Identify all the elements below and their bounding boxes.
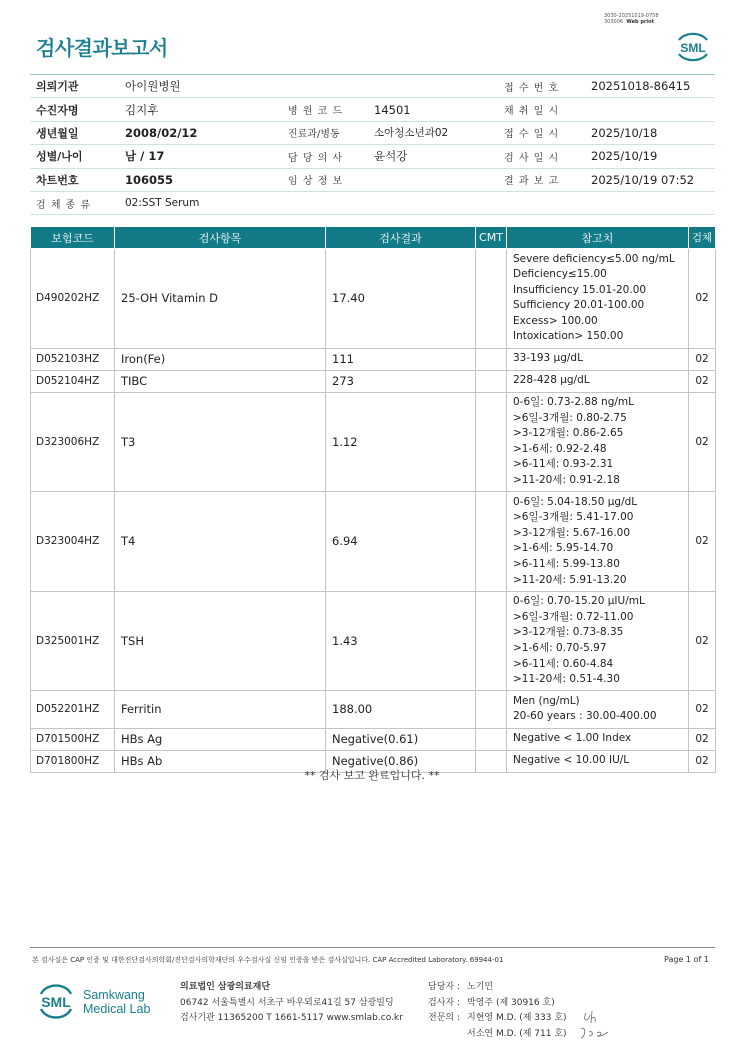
footer-sml-logo <box>36 980 76 1020</box>
sml-logo <box>673 28 713 64</box>
header-specimen: 검체 <box>689 227 716 249</box>
result-cmt <box>476 249 507 349</box>
receipt-date-value: 2025/10/18 <box>585 121 715 144</box>
result-cmt <box>476 691 507 728</box>
result-specimen: 02 <box>689 691 716 728</box>
dept-value: 소아청소년과02 <box>368 121 498 144</box>
result-reference <box>507 492 689 592</box>
doctor-label: 담 당 의 사 <box>282 145 368 168</box>
info-row <box>30 168 715 191</box>
result-value: 111 <box>326 348 476 370</box>
reference-line: 0-6일: 0.70-15.20 µIU/mL <box>513 595 645 608</box>
patient-value: 김지후 <box>119 98 282 121</box>
chart-value: 106055 <box>119 168 282 191</box>
info-row <box>30 121 715 144</box>
result-item: T4 <box>115 492 326 592</box>
result-item: T3 <box>115 392 326 492</box>
reference-line: >6일-3개월: 0.80-2.75 <box>513 411 627 424</box>
collect-date-value <box>585 98 715 121</box>
results-body <box>31 249 716 773</box>
header-code: 보험코드 <box>31 227 115 249</box>
organization-address: 06742 서울특별시 서초구 바우뫼로41길 57 삼광빌딩 <box>180 997 394 1008</box>
receipt-no-value: 20251018-86415 <box>585 75 715 98</box>
test-date-label: 검 사 일 시 <box>498 145 585 168</box>
staff-name: 지현영 M.D. (제 333 호) <box>467 1013 567 1024</box>
result-specimen: 02 <box>689 591 716 691</box>
web-print-label: Web print <box>626 19 655 25</box>
reference-line: >6-11세: 0.93-2.31 <box>513 458 614 471</box>
reference-line: Excess> 100.00 <box>513 314 598 327</box>
birth-label: 생년월일 <box>30 121 119 144</box>
birth-value: 2008/02/12 <box>119 121 282 144</box>
result-reference <box>507 392 689 492</box>
result-code: D052201HZ <box>31 691 115 728</box>
reference-line: 228-428 µg/dL <box>513 374 590 387</box>
sml-logo-text: SML <box>680 41 706 55</box>
receipt-no-label: 접 수 번 호 <box>498 75 585 98</box>
result-item: TSH <box>115 591 326 691</box>
report-complete-note: ** 검사 보고 완료입니다. ** <box>304 769 440 782</box>
document-code-line2: 303006 <box>604 19 624 25</box>
reference-line: >6일-3개월: 5.41-17.00 <box>513 511 634 524</box>
staff-name: 노기민 <box>467 982 494 992</box>
brand-line2: Medical Lab <box>83 1002 151 1016</box>
reference-line: >6일-3개월: 0.72-11.00 <box>513 610 634 623</box>
result-code: D052104HZ <box>31 370 115 392</box>
result-value: 1.12 <box>326 392 476 492</box>
result-row <box>31 728 716 750</box>
info-row <box>30 191 715 214</box>
organization-info <box>180 980 403 1027</box>
reference-line: Intoxication> 150.00 <box>513 330 624 343</box>
reference-line: 0-6일: 0.73-2.88 ng/mL <box>513 396 634 409</box>
result-code: D052103HZ <box>31 348 115 370</box>
reference-line: Insufficiency 15.01-20.00 <box>513 283 647 296</box>
result-row <box>31 691 716 728</box>
report-date-value: 2025/10/19 07:52 <box>585 168 715 191</box>
organization-contact: 검사기관 11365200 T 1661-5117 www.smlab.co.kr <box>180 1013 403 1024</box>
reference-line: Negative < 10.00 IU/L <box>513 754 630 767</box>
result-specimen: 02 <box>689 492 716 592</box>
result-specimen: 02 <box>689 728 716 750</box>
result-cmt <box>476 348 507 370</box>
staff-row <box>428 996 567 1012</box>
result-item: 25-OH Vitamin D <box>115 249 326 349</box>
clinical-label: 임 상 정 보 <box>282 168 368 191</box>
hospital-code-label: 병 원 코 드 <box>282 98 368 121</box>
reference-line: >6-11세: 5.99-13.80 <box>513 558 620 571</box>
specimen-label: 검 체 종 류 <box>30 191 119 214</box>
test-date-value: 2025/10/19 <box>585 145 715 168</box>
page-title: 검사결과보고서 <box>36 36 168 60</box>
result-value: Negative(0.61) <box>326 728 476 750</box>
result-row <box>31 348 716 370</box>
report-date-label: 결 과 보 고 <box>498 168 585 191</box>
result-value: 273 <box>326 370 476 392</box>
result-code: D701800HZ <box>31 750 115 772</box>
specimen-value: 02:SST Serum <box>119 191 715 214</box>
reference-line: Severe deficiency≤5.00 ng/mL <box>513 252 675 265</box>
result-item: TIBC <box>115 370 326 392</box>
result-value: 1.43 <box>326 591 476 691</box>
header-ref: 참고치 <box>507 227 689 249</box>
reference-line: 20-60 years : 30.00-400.00 <box>513 710 657 723</box>
document-code-line1: 3030-20251019-0758 <box>604 13 659 19</box>
staff-row <box>428 1011 567 1027</box>
chart-label: 차트번호 <box>30 168 119 191</box>
results-header-row <box>31 227 716 249</box>
result-cmt <box>476 492 507 592</box>
result-value: 188.00 <box>326 691 476 728</box>
result-value: Negative(0.86) <box>326 750 476 772</box>
staff-name: 박영주 (제 30916 호) <box>467 997 555 1008</box>
result-item: HBs Ag <box>115 728 326 750</box>
dept-label: 진료과/병동 <box>282 121 368 144</box>
result-specimen: 02 <box>689 348 716 370</box>
results-table <box>30 226 716 773</box>
result-code: D701500HZ <box>31 728 115 750</box>
result-row <box>31 370 716 392</box>
reference-line: >1-6세: 0.70-5.97 <box>513 642 607 655</box>
certification-text: 본 검사실은 CAP 인증 및 대한진단검사의학회/진단검사의학재단의 우수검사실 신임 인증을 받은 검사실입니다. CAP Accredited Laboratory. 69944-01 <box>32 956 504 964</box>
requester-value: 아이원병원 <box>119 75 498 98</box>
result-row <box>31 591 716 691</box>
info-row <box>30 75 715 98</box>
reference-line: >3-12개월: 5.67-16.00 <box>513 526 631 539</box>
result-specimen: 02 <box>689 392 716 492</box>
staff-role: 전문의 : <box>428 1013 460 1024</box>
result-row <box>31 392 716 492</box>
result-item: Ferritin <box>115 691 326 728</box>
doctor-value: 윤석강 <box>368 145 498 168</box>
result-reference <box>507 728 689 750</box>
result-value: 6.94 <box>326 492 476 592</box>
patient-info-table <box>30 74 715 215</box>
footer-brand <box>83 988 150 1016</box>
result-reference <box>507 249 689 349</box>
staff-row <box>428 980 567 996</box>
requester-label: 의뢰기관 <box>30 75 119 98</box>
collect-date-label: 채 취 일 시 <box>498 98 585 121</box>
result-row <box>31 492 716 592</box>
result-value: 17.40 <box>326 249 476 349</box>
reference-line: Negative < 1.00 Index <box>513 732 632 745</box>
reference-line: >6-11세: 0.60-4.84 <box>513 657 614 670</box>
result-reference <box>507 348 689 370</box>
result-reference <box>507 691 689 728</box>
patient-label: 수진자명 <box>30 98 119 121</box>
result-item: HBs Ab <box>115 750 326 772</box>
staff-name: 서소연 M.D. (제 711 호) <box>467 1028 567 1039</box>
sex-age-label: 성별/나이 <box>30 145 119 168</box>
result-code: D323004HZ <box>31 492 115 592</box>
result-reference <box>507 591 689 691</box>
signature-image <box>578 1005 610 1041</box>
staff-role: 담당자 : <box>428 982 460 992</box>
reference-line: >1-6세: 0.92-2.48 <box>513 442 607 455</box>
info-row <box>30 145 715 168</box>
result-code: D323006HZ <box>31 392 115 492</box>
reference-line: Deficiency≤15.00 <box>513 268 607 281</box>
reference-line: Men (ng/mL) <box>513 694 580 707</box>
reference-line: >11-20세: 0.91-2.18 <box>513 474 620 487</box>
result-row <box>31 249 716 349</box>
reference-line: >1-6세: 5.95-14.70 <box>513 542 614 555</box>
reference-line: 0-6일: 5.04-18.50 µg/dL <box>513 495 638 508</box>
result-cmt <box>476 728 507 750</box>
staff-role: 검사자 : <box>428 997 460 1008</box>
header-item: 검사항목 <box>115 227 326 249</box>
footer-logo-text: SML <box>41 994 71 1010</box>
document-code <box>604 13 659 25</box>
result-code: D490202HZ <box>31 249 115 349</box>
receipt-date-label: 접 수 일 시 <box>498 121 585 144</box>
clinical-value <box>368 168 498 191</box>
result-cmt <box>476 370 507 392</box>
result-specimen: 02 <box>689 370 716 392</box>
reference-line: >3-12개월: 0.86-2.65 <box>513 427 624 440</box>
brand-line1: Samkwang <box>83 988 145 1002</box>
result-reference <box>507 370 689 392</box>
staff-row <box>428 1027 567 1043</box>
info-row <box>30 98 715 121</box>
footer-divider <box>30 947 715 948</box>
result-cmt <box>476 392 507 492</box>
sex-age-value: 남 / 17 <box>119 145 282 168</box>
result-specimen: 02 <box>689 249 716 349</box>
header-cmt: CMT <box>476 227 507 249</box>
reference-line: >3-12개월: 0.73-8.35 <box>513 626 624 639</box>
hospital-code-value: 14501 <box>368 98 498 121</box>
reference-line: Sufficiency 20.01-100.00 <box>513 299 645 312</box>
header-result: 검사결과 <box>326 227 476 249</box>
reference-line: >11-20세: 5.91-13.20 <box>513 573 627 586</box>
result-code: D325001HZ <box>31 591 115 691</box>
result-item: Iron(Fe) <box>115 348 326 370</box>
staff-list <box>428 980 567 1042</box>
result-cmt <box>476 591 507 691</box>
result-specimen: 02 <box>689 750 716 772</box>
page-number: Page 1 of 1 <box>664 955 709 964</box>
reference-line: 33-193 µg/dL <box>513 352 583 365</box>
reference-line: >11-20세: 0.51-4.30 <box>513 673 620 686</box>
organization-name: 의료법인 삼광의료재단 <box>180 982 271 992</box>
